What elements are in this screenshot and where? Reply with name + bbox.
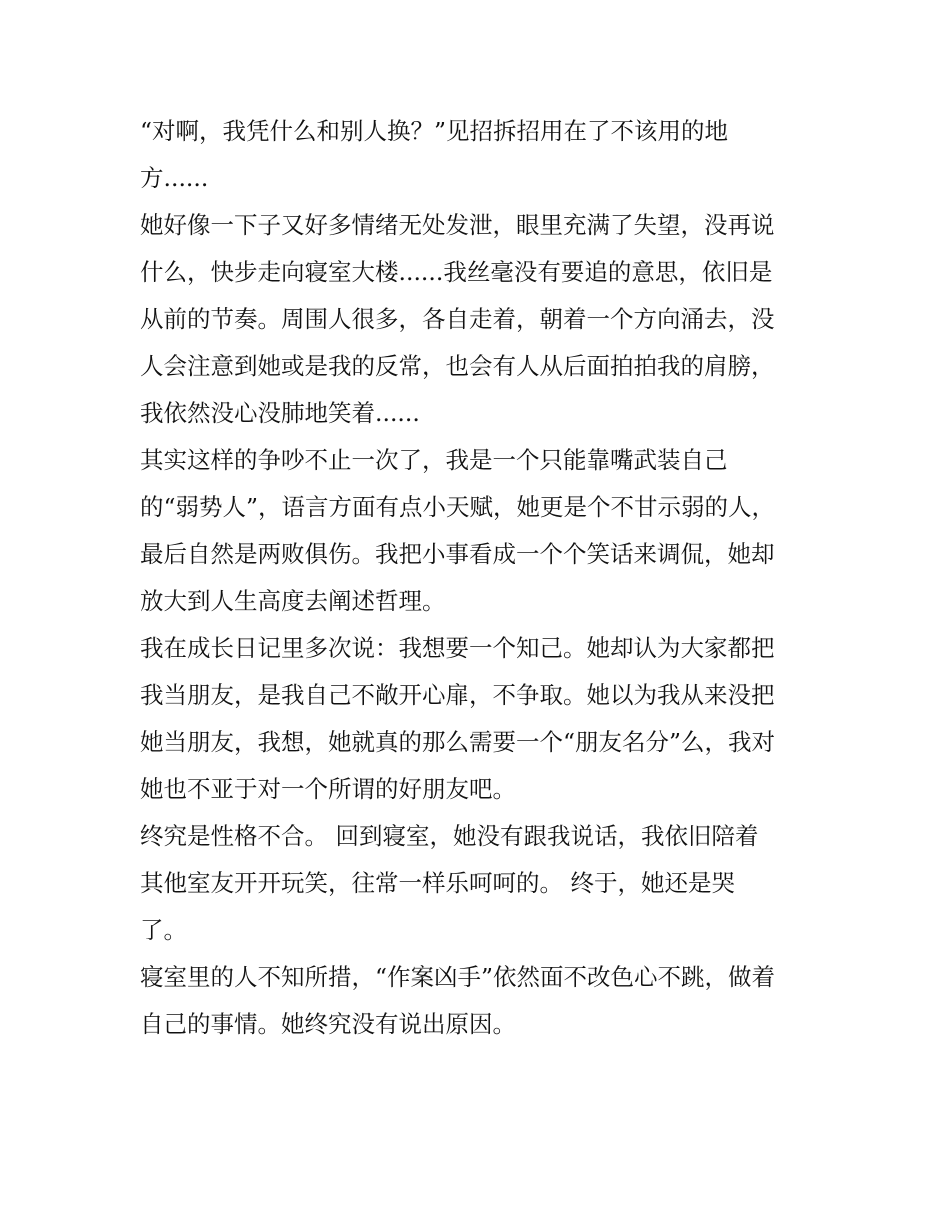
text-line: 她当朋友，我想，她就真的那么需要一个“朋友名分”么，我对 — [140, 728, 776, 756]
text-line: 寝室里的人不知所措，“作案凶手”依然面不改色心不跳，做着 — [140, 963, 776, 991]
text-line: 她好像一下子又好多情绪无处发泄，眼里充满了失望，没再说 — [140, 211, 775, 239]
text-line: 的“弱势人”，语言方面有点小天赋，她更是个不甘示弱的人， — [140, 493, 776, 521]
text-line: 方...... — [140, 164, 209, 192]
text-line: 人会注意到她或是我的反常，也会有人从后面拍拍我的肩膀， — [140, 352, 775, 380]
text-line: 从前的节奏。周围人很多，各自走着，朝着一个方向涌去，没 — [140, 305, 775, 333]
text-line: 放大到人生高度去阐述哲理。 — [140, 587, 446, 615]
text-line: 什么，快步走向寝室大楼......我丝毫没有要追的意思，依旧是 — [140, 258, 773, 286]
text-line: 了。 — [140, 916, 187, 944]
text-line: 我在成长日记里多次说：我想要一个知己。她却认为大家都把 — [140, 634, 775, 662]
text-line: 她也不亚于对一个所谓的好朋友吧。 — [140, 775, 516, 803]
text-line: 自己的事情。她终究没有说出原因。 — [140, 1010, 516, 1038]
text-line: 终究是性格不合。 回到寝室，她没有跟我说话，我依旧陪着 — [140, 822, 759, 850]
text-line: 我依然没心没肺地笑着...... — [140, 399, 420, 427]
text-line: 其实这样的争吵不止一次了，我是一个只能靠嘴武装自己 — [140, 446, 728, 474]
text-line: 我当朋友，是我自己不敞开心扉，不争取。她以为我从来没把 — [140, 681, 775, 709]
document-body — [140, 108, 830, 1048]
text-line: 最后自然是两败俱伤。我把小事看成一个个笑话来调侃，她却 — [140, 540, 775, 568]
text-line: 其他室友开开玩笑，往常一样乐呵呵的。 终于，她还是哭 — [140, 869, 735, 897]
text-line: “对啊，我凭什么和别人换？”见招拆招用在了不该用的地 — [140, 117, 729, 145]
